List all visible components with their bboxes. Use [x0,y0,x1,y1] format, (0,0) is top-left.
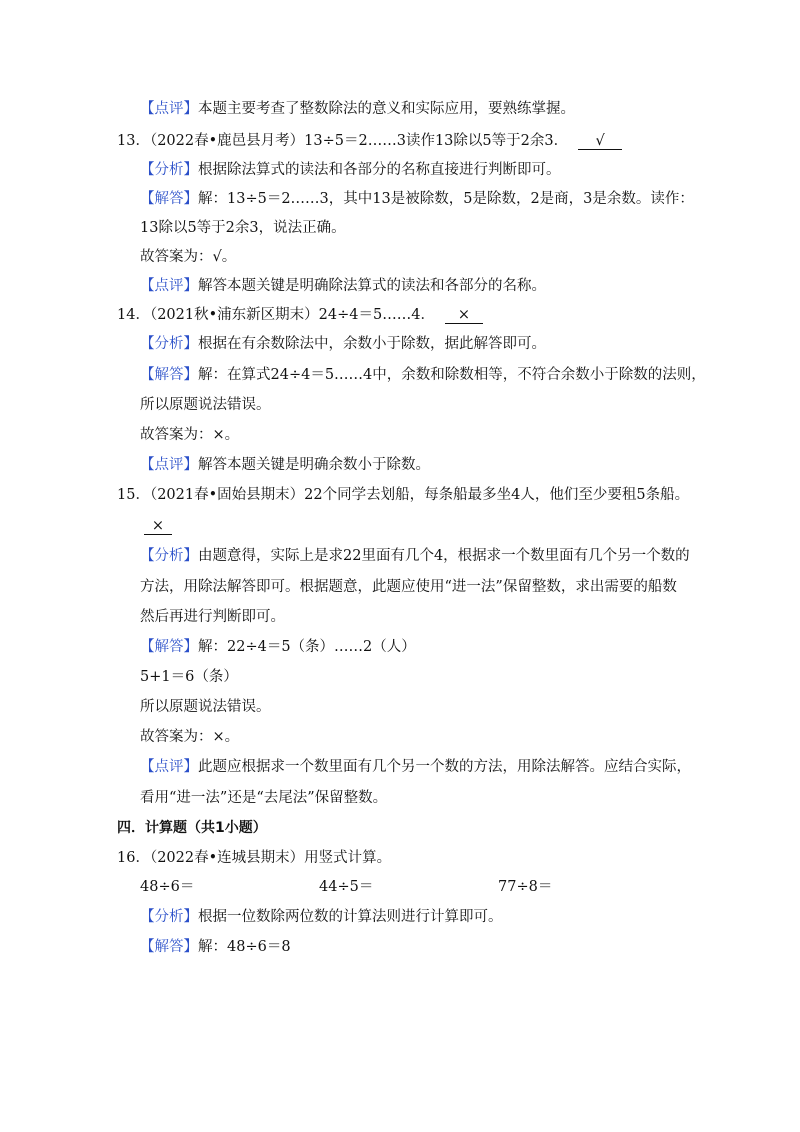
question-number: 15． [117,487,150,503]
analysis-tag: 【分析】 [140,162,198,178]
analysis-line [140,334,546,354]
analysis-text: 根据除法算式的读法和各部分的名称直接进行判断即可。 [198,162,561,178]
solution-tag: 【解答】 [140,639,198,655]
solution-line-2: 13除以5等于2余3，说法正确。 [140,220,346,236]
solution-line [140,937,291,957]
question-source: （2021春•固始县期末） [149,487,305,503]
solution-line-2: 所以原题说法错误。 [140,397,271,413]
comment-line-2: 看用“进一法”还是“去尾法”保留整数。 [140,790,388,806]
answer-statement: 故答案为：√。 [140,249,237,265]
calc-item: 44÷5＝ [319,879,374,895]
question-number: 13． [117,133,150,149]
comment-tag: 【点评】 [140,278,198,294]
analysis-text: 根据在有余数除法中，余数小于除数，据此解答即可。 [198,336,546,352]
solution-line [140,637,416,657]
comment-text: 此题应根据求一个数里面有几个另一个数的方法，用除法解答。应结合实际， [198,759,691,775]
analysis-text: 由题意得，实际上是求22里面有几个4，根据求一个数里面有几个另一个数的 [198,548,690,564]
calc-item: 77÷8＝ [498,879,553,895]
calc-item: 48÷6＝ [140,879,195,895]
analysis-tag: 【分析】 [140,909,198,925]
solution-tag: 【解答】 [140,191,198,207]
comment-text: 解答本题关键是明确除法算式的读法和各部分的名称。 [198,278,546,294]
comment-tag: 【点评】 [140,759,198,775]
question-number: 16． [117,850,150,866]
question-number: 14． [117,307,150,323]
analysis-line [140,160,561,180]
analysis-tag: 【分析】 [140,548,198,564]
comment-tag: 【点评】 [140,101,198,117]
analysis-line-2: 方法，用除法解答即可。根据题意，此题应使用“进一法”保留整数，求出需要的船数 [140,579,677,595]
question-text: 24÷4＝5……4． [318,307,435,323]
question-16 [117,848,391,868]
answer-statement: 故答案为：×。 [140,729,240,745]
question-text: 用竖式计算。 [304,850,392,866]
analysis-line [140,907,503,927]
answer-blank: × [445,307,483,324]
comment-tag: 【点评】 [140,457,198,473]
analysis-line [140,546,690,566]
comment-text: 解答本题关键是明确余数小于除数。 [198,457,430,473]
comment-line [140,99,575,119]
section-heading: 四．计算题（共1小题） [117,820,267,836]
solution-tag: 【解答】 [140,367,198,383]
question-15 [117,485,689,505]
analysis-text: 根据一位数除两位数的计算法则进行计算即可。 [198,909,503,925]
solution-line [140,189,694,209]
solution-line-2: 5+1＝6（条） [140,669,238,685]
question-source: （2021秋•浦东新区期末） [149,307,319,323]
comment-line [140,276,546,296]
question-14 [117,305,483,325]
comment-line [140,757,691,777]
question-text: 22个同学去划船，每条船最多坐4人，他们至少要租5条船。 [304,487,690,503]
answer-statement: 故答案为：×。 [140,427,240,443]
solution-text: 解：在算式24÷4＝5……4中，余数和除数相等，不符合余数小于除数的法则， [198,367,706,383]
question-13 [117,131,622,151]
analysis-tag: 【分析】 [140,336,198,352]
solution-line [140,365,706,385]
solution-text: 解：22÷4＝5（条）……2（人） [198,639,416,655]
question-text: 13÷5＝2……3读作13除以5等于2余3． [304,133,569,149]
solution-line-3: 所以原题说法错误。 [140,699,271,715]
question-source: （2022春•连城县期末） [149,850,305,866]
question-source: （2022春•鹿邑县月考） [149,133,305,149]
answer-blank-line [140,516,172,536]
solution-text: 解：48÷6＝8 [198,939,291,955]
comment-line [140,455,430,475]
answer-blank: × [144,518,172,535]
solution-tag: 【解答】 [140,939,198,955]
answer-blank: √ [578,133,622,150]
comment-text: 本题主要考查了整数除法的意义和实际应用，要熟练掌握。 [198,101,575,117]
solution-text: 解：13÷5＝2……3，其中13是被除数，5是除数，2是商，3是余数。读作： [198,191,694,207]
analysis-line-3: 然后再进行判断即可。 [140,609,285,625]
